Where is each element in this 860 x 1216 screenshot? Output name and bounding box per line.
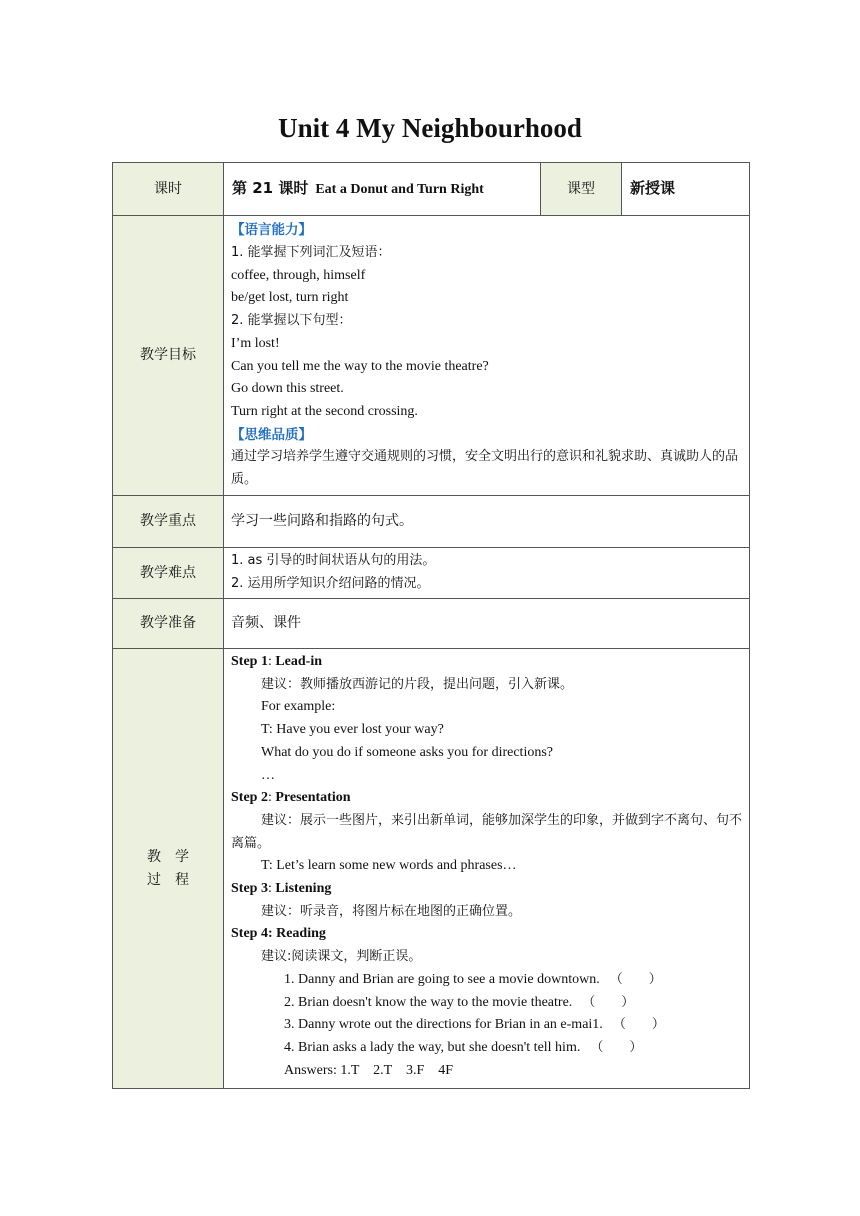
difficulties-row [113,548,750,599]
sentence-1: I’m lost! [231,335,280,351]
sentence-4: Turn right at the second crossing. [231,403,418,419]
key-points-label: 教学重点 [113,496,224,548]
question-1: 1. Danny and Brian are going to see a movie downtown. （ ） [284,971,662,987]
step1-ellipsis: … [261,767,275,783]
difficulties-content [224,548,750,599]
answer-blank: （ ） [612,1017,665,1033]
difficulties-label: 教学难点 [113,548,224,599]
page-title: Unit 4 My Neighbourhood [278,113,582,143]
language-ability-heading: 【语言能力】 [231,222,312,239]
header-row [113,163,750,216]
lesson-plan-table [112,162,750,1089]
lesson-number: 第 21 课时 [232,178,309,197]
process-label [113,649,224,1089]
step3-suggestion: 建议：听录音，将图片标在地图的正确位置。 [261,903,522,919]
vocab-words: coffee, through, himself [231,267,366,283]
vocab-phrases: be/get lost, turn right [231,290,349,306]
step1-suggestion: 建议：教师播放西游记的片段，提出问题，引入新课。 [261,676,574,692]
step2-suggestion: 建议：展示一些图片，来引出新单词，能够加深学生的印象，并做到字不离句、句不离篇。 [231,812,743,851]
thinking-quality-text: 通过学习培养学生遵守交通规则的习惯，安全文明出行的意识和礼貌求助、真诚助人的品质。 [231,449,739,488]
step2-heading: Step 2: Presentation [231,790,351,806]
answers: Answers: 1.T 2.T 3.F 4F [284,1062,454,1078]
process-content [224,649,750,1089]
sentence-2: Can you tell me the way to the movie theatre? [231,358,489,374]
process-label-line2: 过 程 [147,871,189,888]
preparation-row [113,599,750,649]
preparation-label: 教学准备 [113,599,224,649]
preparation-text: 音频、课件 [224,599,750,649]
lesson-label: 课时 [113,163,224,216]
objective-item-1: 1. 能掌握下列词汇及短语： [231,244,391,260]
step1-example: For example: [261,699,336,715]
step1-heading: Step 1: Lead-in [231,654,323,669]
question-4: 4. Brian asks a lady the way, but she doesn't tell him. （ ） [284,1039,643,1055]
difficulty-1: 1. as 引导的时间状语从句的用法。 [231,553,436,569]
sentence-3: Go down this street. [231,381,344,397]
step2-teacher: T: Let’s learn some new words and phrases… [261,858,517,874]
question-2: 2. Brian doesn't know the way to the movie theatre. （ ） [284,994,635,1010]
answer-blank: （ ） [582,994,635,1010]
difficulty-2: 2. 运用所学知识介绍问路的情况。 [231,576,430,591]
answer-blank: （ ） [609,971,662,987]
objectives-content [224,216,750,496]
step4-suggestion: 建议:阅读课文，判断正误。 [261,949,422,965]
step1-question: What do you do if someone asks you for directions? [261,744,553,760]
type-value: 新授课 [622,163,750,216]
answer-blank: （ ） [590,1039,643,1055]
key-points-text: 学习一些问路和指路的句式。 [224,496,750,548]
thinking-quality-heading: 【思维品质】 [231,426,312,443]
process-label-line1: 教 学 [147,848,189,865]
step1-teacher: T: Have you ever lost your way? [261,722,444,738]
process-row [113,649,750,1089]
question-3: 3. Danny wrote out the directions for Brian in an e-mai1. （ ） [284,1017,665,1033]
type-label: 课型 [541,163,622,216]
lesson-title-cell [224,163,541,216]
step4-heading: Step 4: Reading [231,926,326,942]
step3-heading: Step 3: Listening [231,881,332,897]
key-points-row [113,496,750,548]
lesson-title: Eat a Donut and Turn Right [315,181,484,197]
objectives-label: 教学目标 [113,216,224,496]
objective-item-2: 2. 能掌握以下句型： [231,313,352,329]
objectives-row [113,216,750,496]
